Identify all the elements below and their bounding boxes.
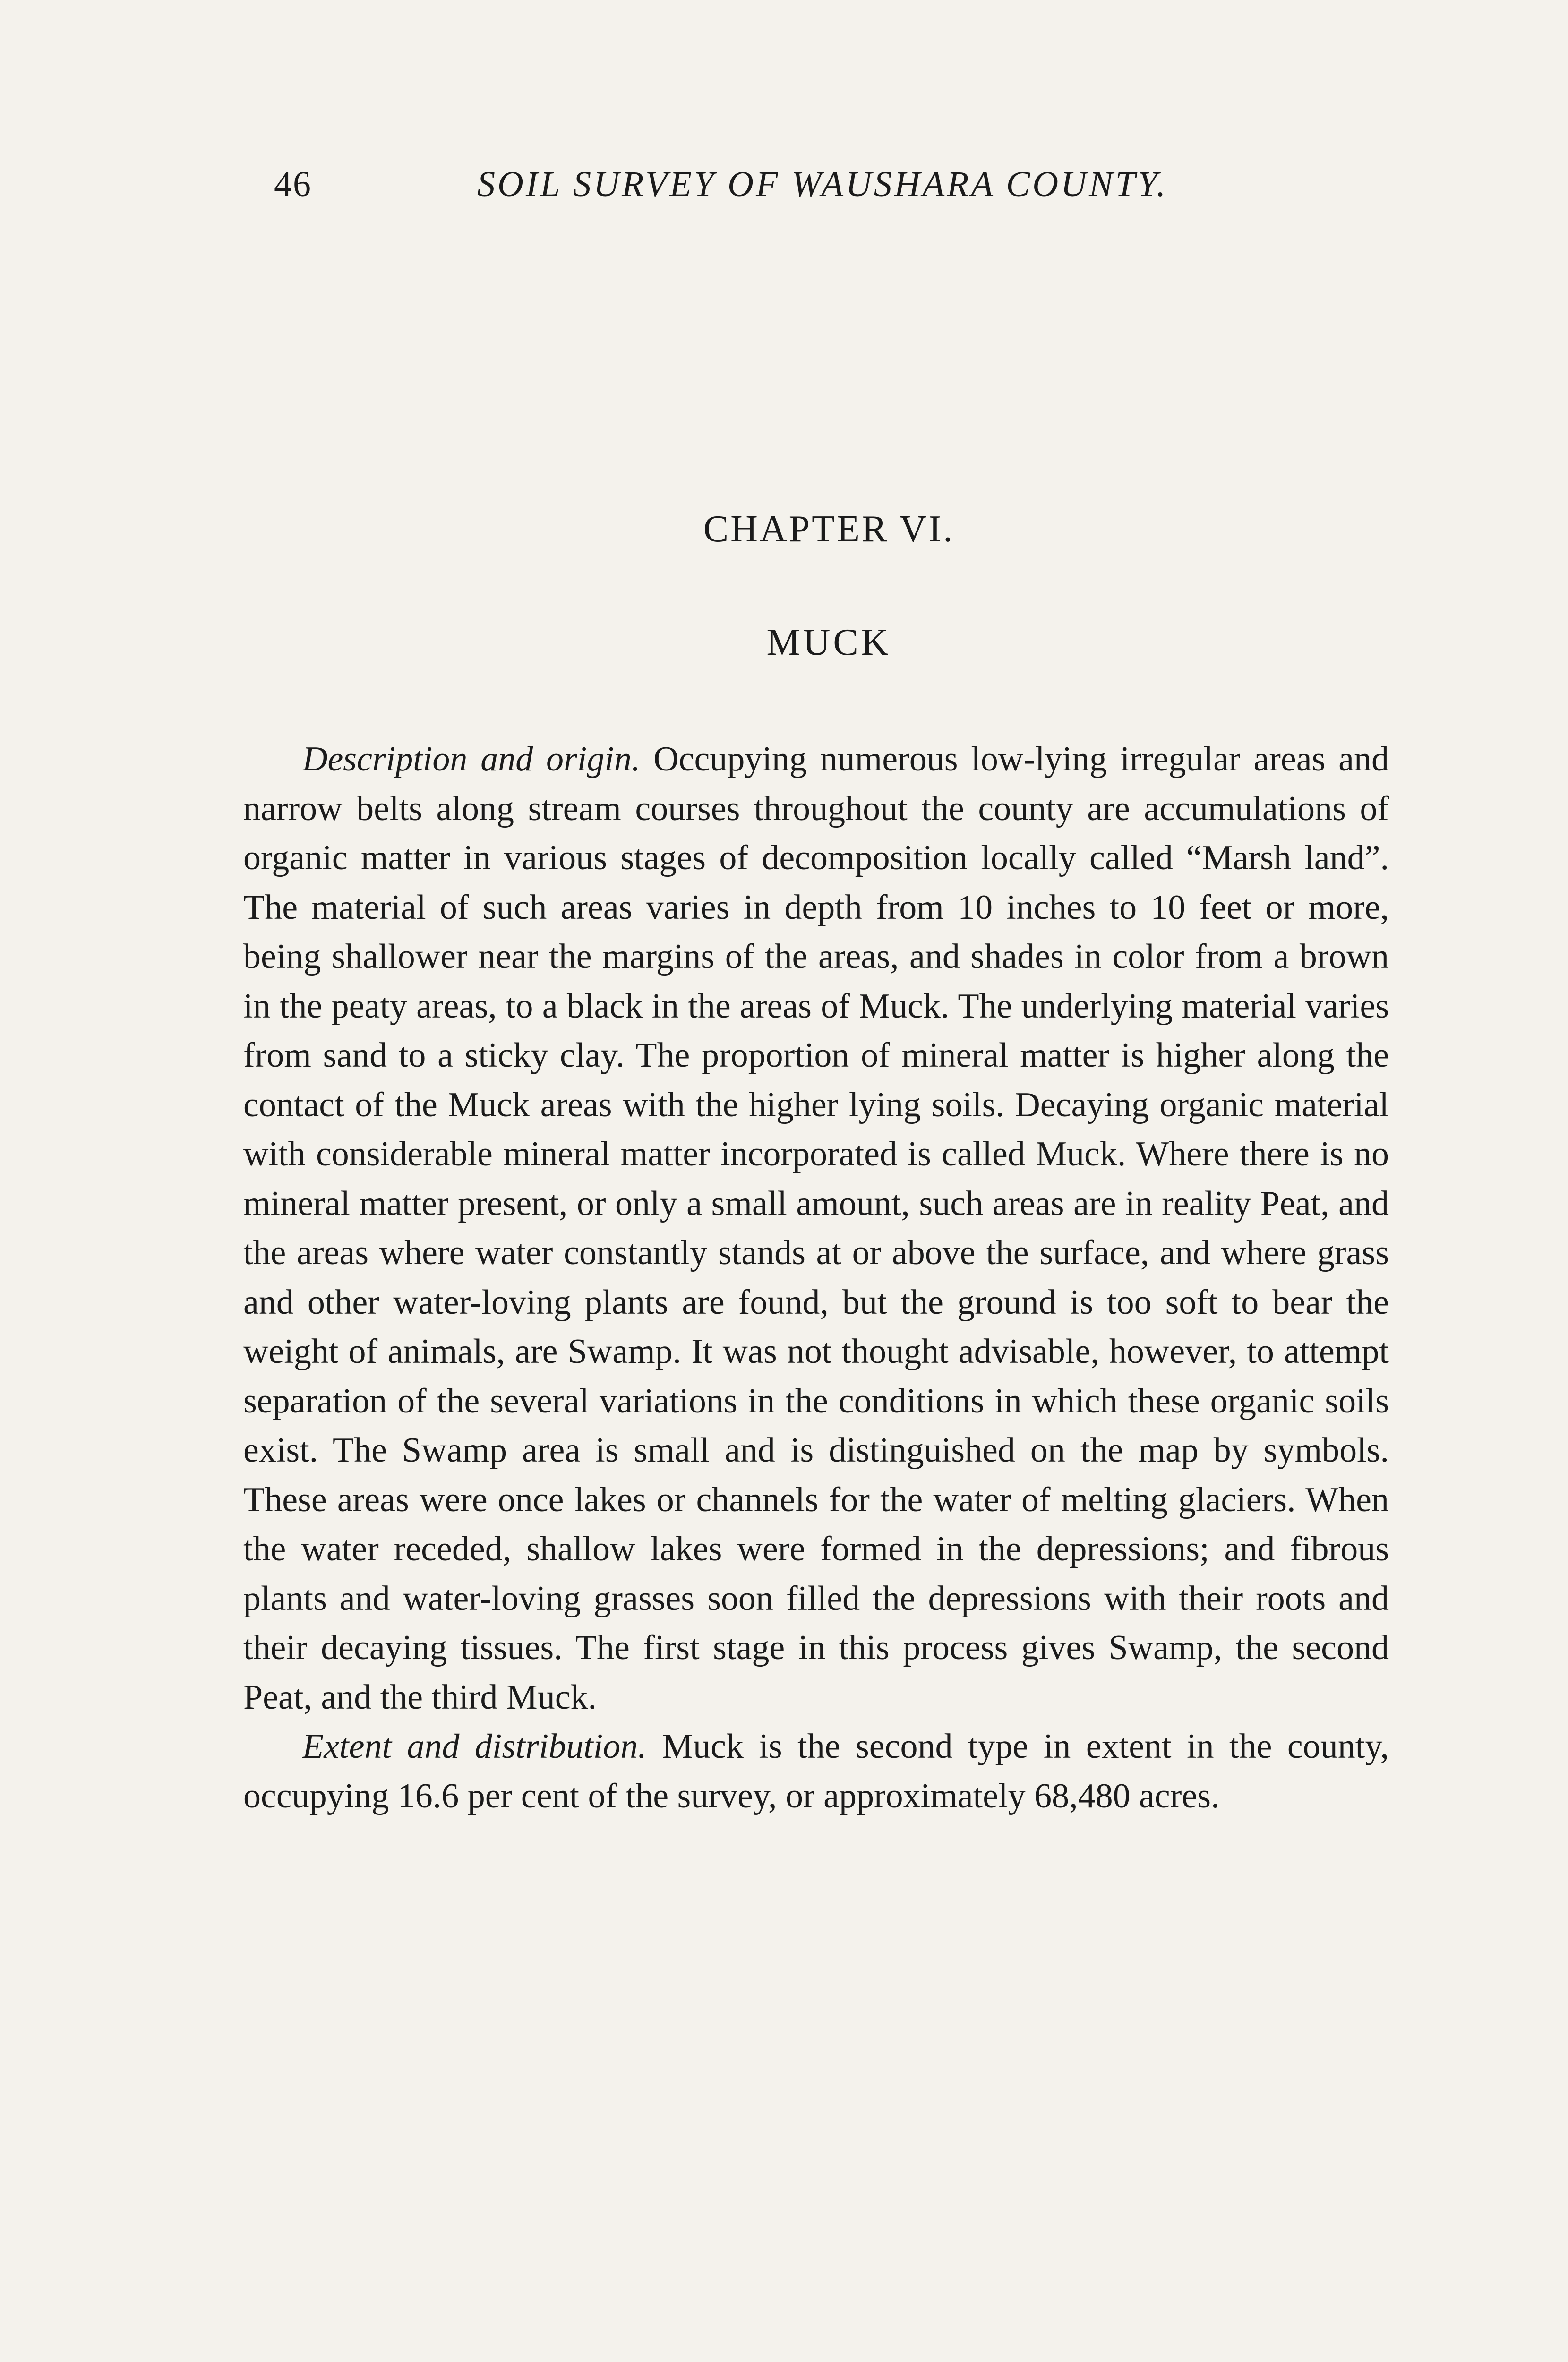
section-title: MUCK xyxy=(766,622,891,663)
paragraph-text: Occupying numerous low-lying irregular areas and narrow belts along stream courses throughout the county are accumulations of organic matter in various stages of decomposition locally called “Marsh land”. The material of such areas varies in depth from 10 inches to 10 feet or more, being shallower near the margins of the areas, and shades in color from a brown in the peaty areas, to a black in the areas of Muck. The underlying material varies from sand to a sticky clay. The proportion of mineral matter is higher along the contact of the Muck areas with the higher lying soils. Decaying organic material with considerable mineral matter incorporated is called Muck. Where there is no mineral matter present, or only a small amount, such areas are in reality Peat, and the areas where water constantly stands at or above the surface, and where grass and other water-loving plants are found, but the ground is too soft to bear the weight of animals, are Swamp. It was not thought advisable, however, to attempt separation of the several variations in the conditions in which these organic soils exist. The Swamp area is small and is distinguished on the map by symbols. These areas were once lakes or channels for the water of melting glaciers. When the water receded, shallow lakes were formed in the depressions; and fibrous plants and water-loving grasses soon filled the depressions with their roots and their decaying tissues. The first stage in this process gives Swamp, the second Peat, and the third Muck. xyxy=(243,740,1389,1717)
chapter-heading: CHAPTER VI. xyxy=(703,508,955,550)
paragraph-extent-and-distribution xyxy=(243,1722,1389,1821)
paragraph-heading: Extent and distribution. xyxy=(302,1727,647,1766)
running-title: SOIL SURVEY OF WAUSHARA COUNTY. xyxy=(477,164,1168,204)
paragraph-heading: Description and origin. xyxy=(302,740,641,779)
page-number: 46 xyxy=(274,164,312,204)
running-head xyxy=(274,156,1446,213)
paragraph-description-and-origin xyxy=(243,735,1389,1722)
paragraph-text: Muck is the second type in extent in the county, occupying 16.6 per cent of the survey, or approximately 68,480 acres. xyxy=(243,1727,1389,1815)
body-text xyxy=(243,735,1389,1821)
